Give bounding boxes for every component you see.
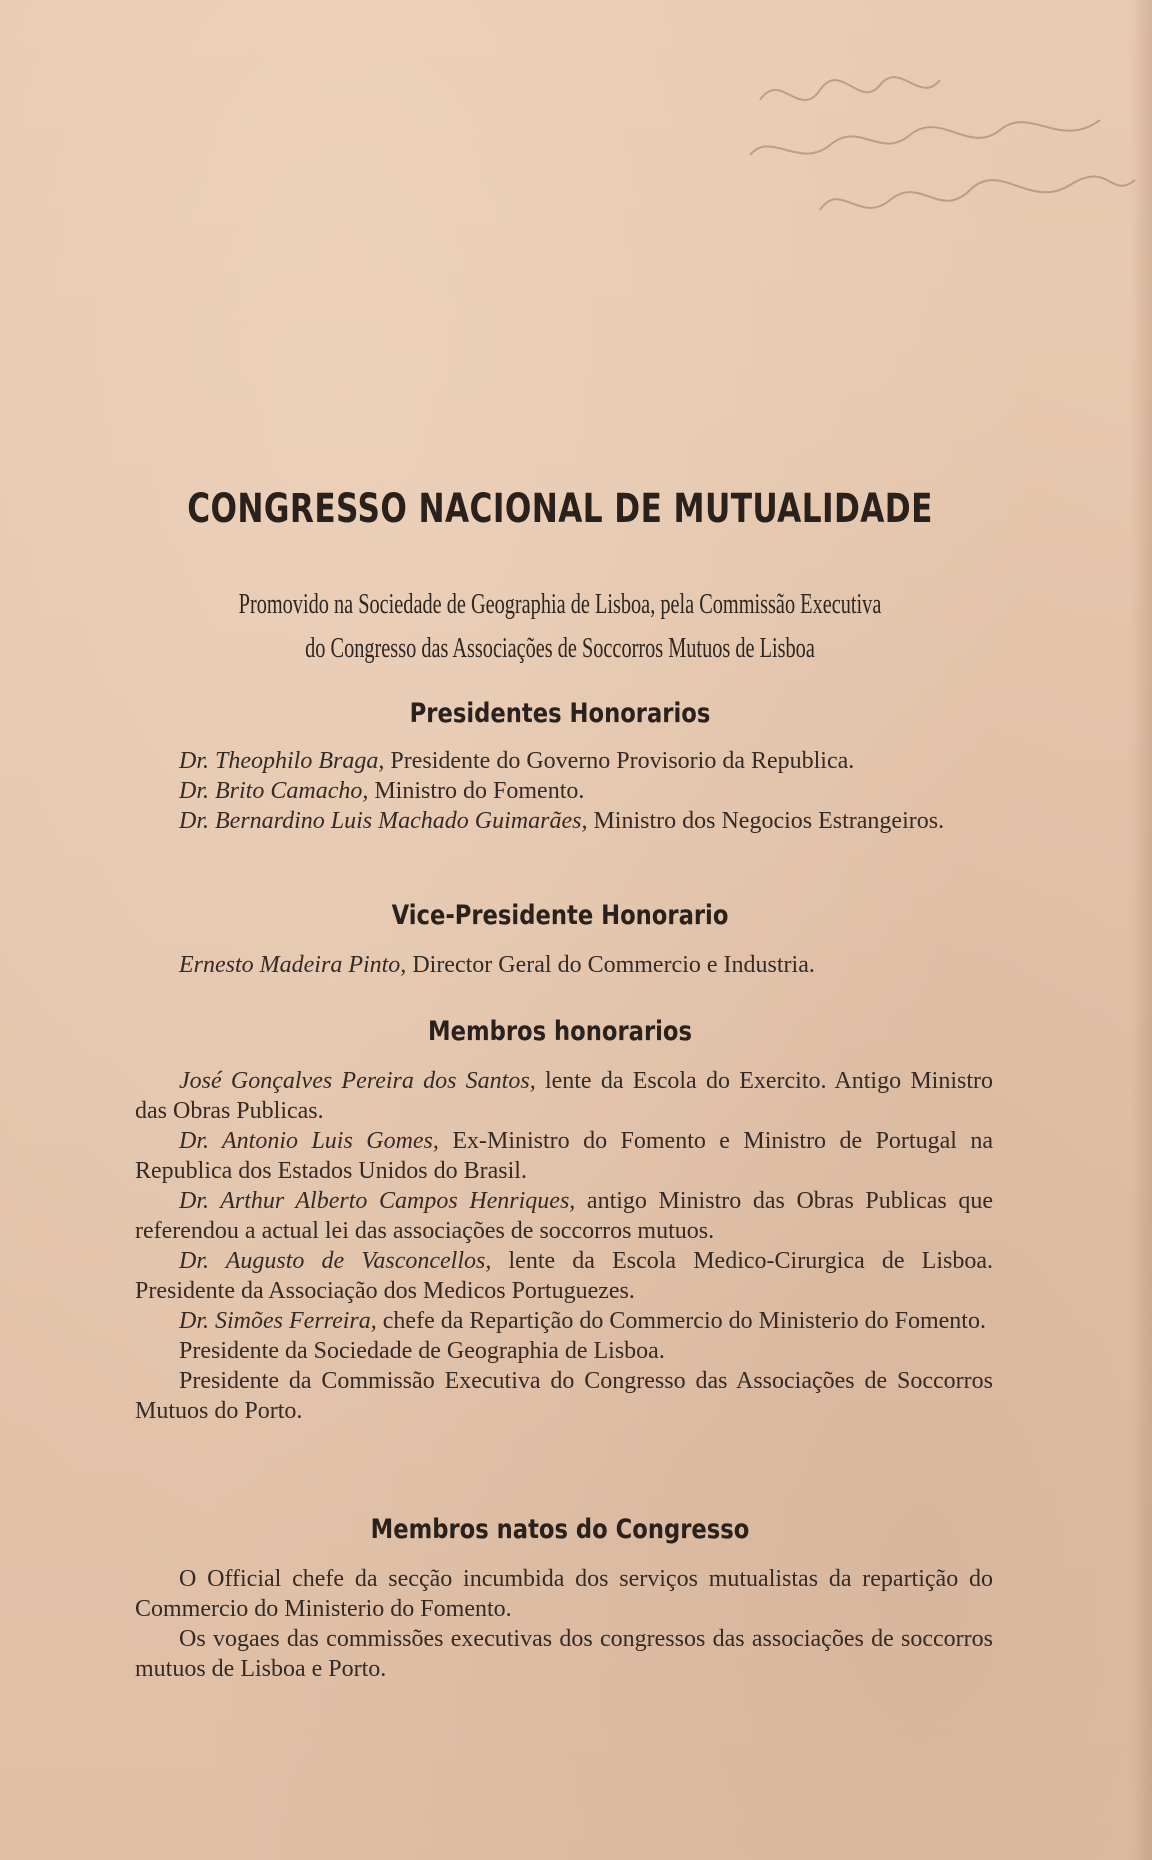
entry-text: lente da Escola Medico-Cirurgica de Lisboa. Presidente da Associação dos Medicos Portuguezes. [135,1248,994,1304]
entry-name: Dr. Simões Ferreira, [179,1308,377,1334]
entry [135,1306,993,1336]
entry [135,1246,993,1306]
document-subtitle-line-1: Promovido na Sociedade de Geographia de Lisboa, pela Commissão Executiva [238,588,882,620]
entry-name: José Gonçalves Pereira dos Santos, [179,1068,536,1094]
entry-text: Os vogaes das commissões executivas dos congressos das associações de soccorros mutuos de Lisboa e Porto. [135,1626,993,1682]
section-presidentes [135,746,993,836]
document-subtitle-line-2: do Congresso das Associações de Soccorros Mutuos de Lisboa [305,632,815,664]
entry-name: Dr. Antonio Luis Gomes, [179,1128,439,1154]
document-title: CONGRESSO NACIONAL DE MUTUALIDADE [187,486,933,532]
entry-name: Dr. Bernardino Luis Machado Guimarães, [179,808,588,834]
section-heading-membros-natos: Membros natos do Congresso [370,1514,750,1545]
entry-text: antigo Ministro das Obras Publicas que referendou a actual lei das associações de soccorros mutuos. [135,1188,994,1244]
section-vice-presidente [135,950,993,980]
entry-name: Dr. Brito Camacho, [179,778,369,804]
entry-name: Ernesto Madeira Pinto, [179,952,407,978]
entry-name: Dr. Arthur Alberto Campos Henriques, [179,1188,576,1214]
entry [135,1366,993,1426]
entry-name: Dr. Augusto de Vasconcellos, [179,1248,492,1274]
entry-text: Ministro dos Negocios Estrangeiros. [587,808,945,834]
entry-text: lente da Escola do Exercito. Antigo Ministro das Obras Publicas. [135,1068,994,1124]
section-heading-vice-presidente: Vice-Presidente Honorario [391,900,729,931]
entry-text: Presidente da Commissão Executiva do Congresso das Associações de Soccorros Mutuos do Porto. [135,1368,993,1424]
entry [135,1564,993,1624]
entry [135,1066,993,1126]
section-membros-honorarios [135,1066,993,1426]
entry-text: Director Geral do Commercio e Industria. [406,952,815,978]
page-edge-shadow [1130,0,1152,1860]
entry-text: chefe da Repartição do Commercio do Ministerio do Fomento. [376,1308,986,1334]
entry [135,746,993,776]
section-heading-presidentes: Presidentes Honorarios [409,698,711,729]
entry [135,1624,993,1684]
entry [135,950,993,980]
entry-text: O Official chefe da secção incumbida dos serviços mutualistas da repartição do Commercio do Ministerio do Fomento. [135,1566,993,1622]
entry-text: Presidente do Governo Provisorio da Republica. [384,748,855,774]
entry-text: Ministro do Fomento. [368,778,585,804]
section-heading-membros-honorarios: Membros honorarios [428,1016,692,1047]
section-membros-natos [135,1564,993,1684]
handwritten-annotation [740,60,1140,240]
entry [135,776,993,806]
entry [135,1186,993,1246]
entry [135,1126,993,1186]
entry-name: Dr. Theophilo Braga, [179,748,385,774]
entry-text: Presidente da Sociedade de Geographia de Lisboa. [179,1338,665,1364]
entry-text: Ex-Ministro do Fomento e Ministro de Portugal na Republica dos Estados Unidos do Brasil. [135,1128,993,1184]
entry [135,806,993,836]
entry [135,1336,993,1366]
